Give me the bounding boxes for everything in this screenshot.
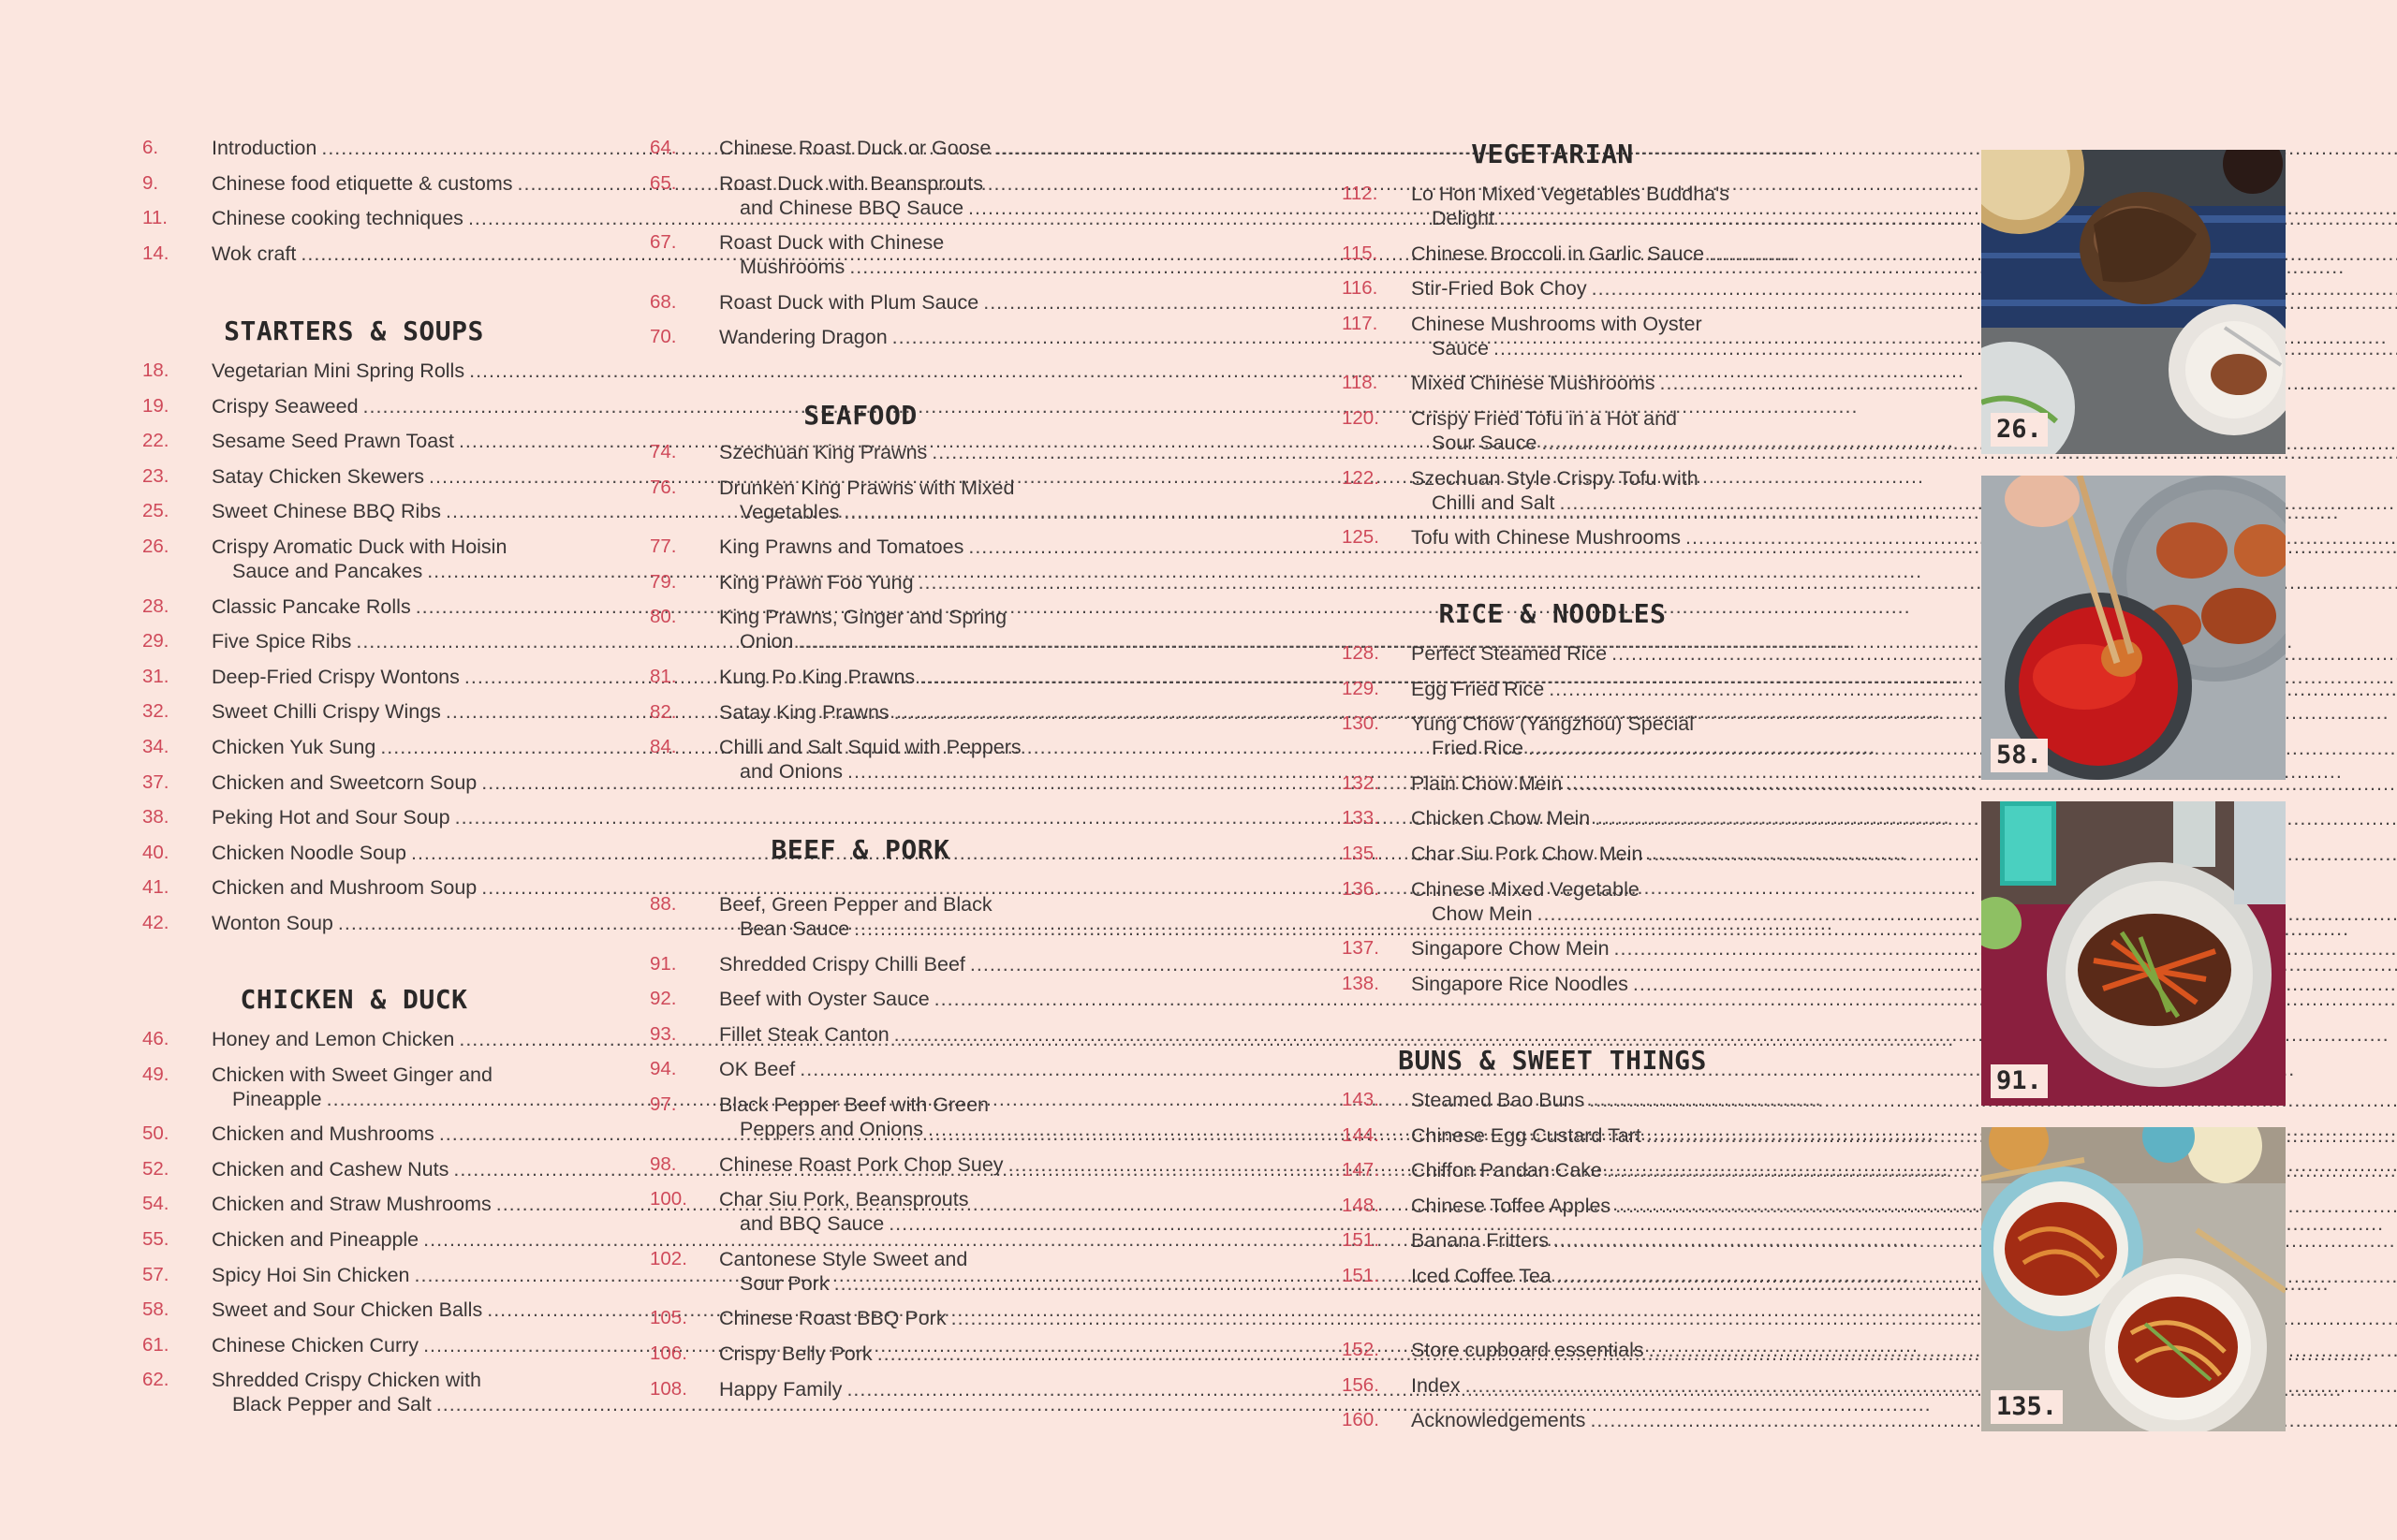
toc-entry[interactable] <box>142 535 547 583</box>
toc-entry[interactable] <box>650 1247 1052 1296</box>
toc-entry-list <box>142 359 547 946</box>
toc-entry[interactable] <box>1342 1194 1744 1218</box>
toc-entry[interactable] <box>1342 711 1744 760</box>
page-number: 40. <box>142 841 169 863</box>
toc-entry[interactable] <box>1342 466 1744 515</box>
recipe-title-line: Black Pepper and Salt <box>232 1393 432 1416</box>
page-number: 82. <box>650 700 677 723</box>
page-number: 32. <box>142 700 169 723</box>
recipe-title-line: Chicken Noodle Soup <box>212 841 406 864</box>
toc-entry[interactable] <box>1342 972 1744 996</box>
toc-entry[interactable] <box>1342 1228 1744 1253</box>
toc-entry[interactable] <box>650 1187 1052 1236</box>
chilli-beef-photo-icon <box>1981 801 2286 1106</box>
toc-entry[interactable] <box>1342 276 1744 301</box>
page-number: 14. <box>142 242 169 264</box>
page-number: 65. <box>650 171 677 194</box>
recipe-title-line: Wok craft <box>212 242 297 265</box>
toc-entry[interactable] <box>1342 1338 1744 1362</box>
recipe-title-line: Roast Duck with Plum Sauce <box>719 290 979 314</box>
page-number: 37. <box>142 770 169 793</box>
page-number: 143. <box>1342 1089 1379 1110</box>
recipe-title-line: Chicken and Sweetcorn Soup <box>212 770 478 794</box>
toc-entry[interactable] <box>650 1152 1052 1177</box>
toc-entry[interactable] <box>650 665 1052 689</box>
page-number: 94. <box>650 1058 677 1080</box>
recipe-title-line: and Onions <box>740 760 843 784</box>
page-number: 136. <box>1342 877 1379 900</box>
section-heading: BUNS & SWEET THINGS <box>1398 1045 1707 1076</box>
recipe-title-line: Chicken Chow Mein <box>1411 807 1591 830</box>
toc-entry[interactable] <box>1342 842 1744 866</box>
toc-entry[interactable] <box>1342 406 1744 455</box>
page-number: 122. <box>1342 466 1379 489</box>
recipe-title-line: Acknowledgements <box>1411 1409 1586 1432</box>
recipe-title-line: Chicken and Mushroom Soup <box>212 876 478 900</box>
photo-strip <box>1981 150 2286 1453</box>
toc-entry[interactable] <box>1342 641 1744 666</box>
toc-entry[interactable] <box>1342 1264 1744 1288</box>
toc-entry[interactable] <box>142 699 547 724</box>
page-number: 137. <box>1342 937 1379 960</box>
recipe-title-line: and BBQ Sauce <box>740 1212 885 1236</box>
recipe-title-line: King Prawns, Ginger and Spring <box>719 606 1007 629</box>
toc-entry[interactable] <box>142 1333 547 1357</box>
toc-entry[interactable] <box>142 206 547 230</box>
toc-entry[interactable] <box>650 892 1052 941</box>
page-number: 152. <box>1342 1339 1379 1360</box>
toc-entry[interactable] <box>1342 1158 1744 1182</box>
recipe-title-line: Szechuan King Prawns <box>719 441 928 463</box>
toc-entry[interactable] <box>142 875 547 900</box>
chow-mein-photo-icon <box>1981 1127 2286 1431</box>
toc-entry-list <box>650 440 1052 795</box>
recipe-title-line: Chinese Egg Custard Tart <box>1411 1123 1641 1147</box>
recipe-title-line: Char Siu Pork Chow Mein <box>1411 842 1643 865</box>
page-number: 97. <box>650 1093 677 1115</box>
recipe-title-line: Chinese Roast Duck or Goose <box>719 137 992 159</box>
page-number: 67. <box>650 231 677 254</box>
recipe-title-line: Chicken with Sweet Ginger and <box>212 1063 493 1086</box>
page-number: 132. <box>1342 771 1379 794</box>
chicken-balls-photo-icon <box>1981 476 2286 780</box>
toc-entry-list <box>1342 1338 1744 1444</box>
page-number: 129. <box>1342 677 1379 699</box>
toc-entry[interactable] <box>1342 182 1744 230</box>
recipe-title-line: Index <box>1411 1373 1461 1397</box>
toc-entry[interactable] <box>142 499 547 523</box>
recipe-title-line: Spicy Hoi Sin Chicken <box>212 1263 410 1286</box>
toc-entry[interactable] <box>142 1368 547 1416</box>
recipe-title-line: King Prawns and Tomatoes <box>719 535 964 559</box>
toc-entry[interactable] <box>1342 242 1744 266</box>
toc-entry[interactable] <box>650 952 1052 976</box>
page-number: 41. <box>142 876 169 899</box>
page-number: 26. <box>142 535 169 557</box>
toc-entry[interactable] <box>142 1063 547 1111</box>
recipe-title-line: Roast Duck with Beansprouts <box>719 171 984 195</box>
page-number: 106. <box>650 1342 687 1364</box>
toc-entry[interactable] <box>1342 312 1744 360</box>
recipe-title-line: Crispy Aromatic Duck with Hoisin <box>212 535 507 558</box>
toc-entry[interactable] <box>650 1022 1052 1047</box>
toc-entry[interactable] <box>142 841 547 865</box>
toc-entry[interactable] <box>142 1157 547 1181</box>
page-number: 156. <box>1342 1373 1379 1396</box>
toc-entry[interactable] <box>142 770 547 795</box>
recipe-title-line: Classic Pancake Rolls <box>212 594 411 618</box>
toc-entry[interactable] <box>1342 525 1744 550</box>
page-number: 62. <box>142 1369 169 1391</box>
recipe-title-line: Sour Sauce <box>1432 431 1537 454</box>
recipe-title-line: Sauce and Pancakes <box>232 559 423 582</box>
toc-entry[interactable] <box>650 700 1052 725</box>
page-number: 79. <box>650 570 677 593</box>
page-number: 58. <box>142 1298 169 1321</box>
toc-entry-list <box>1342 1088 1744 1299</box>
page-number: 52. <box>142 1157 169 1180</box>
toc-entry[interactable] <box>142 1192 547 1216</box>
recipe-title-line: Peking Hot and Sour Soup <box>212 806 450 829</box>
recipe-title-line: Shredded Crispy Chilli Beef <box>719 952 965 975</box>
toc-entry[interactable] <box>650 987 1052 1011</box>
toc-entry[interactable] <box>1342 806 1744 830</box>
page-number: 102. <box>650 1247 687 1269</box>
recipe-title-line: Chinese Roast BBQ Pork <box>719 1307 947 1330</box>
recipe-title-line: Singapore Chow Mein <box>1411 937 1610 961</box>
toc-entry[interactable] <box>142 1122 547 1146</box>
recipe-title-line: OK Beef <box>719 1058 796 1081</box>
recipe-title-line: Sweet Chilli Crispy Wings <box>212 700 441 724</box>
page-number: 133. <box>1342 807 1379 829</box>
toc-entry[interactable] <box>1342 1408 1744 1432</box>
toc-entry[interactable] <box>650 1057 1052 1081</box>
page-number: 100. <box>650 1188 687 1210</box>
recipe-title-line: Chicken and Mushrooms <box>212 1122 434 1146</box>
recipe-title-line: Sweet and Sour Chicken Balls <box>212 1298 483 1322</box>
page-number: 76. <box>650 476 677 498</box>
page-number: 144. <box>1342 1123 1379 1146</box>
recipe-title-line: Fried Rice <box>1432 737 1523 760</box>
page-number: 61. <box>142 1333 169 1356</box>
section-heading: RICE & NOODLES <box>1438 598 1667 629</box>
toc-entry[interactable] <box>650 1342 1052 1366</box>
toc-entry[interactable] <box>650 290 1052 315</box>
page-number: 84. <box>650 736 677 758</box>
page-number: 88. <box>650 893 677 915</box>
photo-page-label: 26. <box>1991 413 2048 447</box>
recipe-title-line: Chinese cooking techniques <box>212 207 463 230</box>
recipe-title-line: Singapore Rice Noodles <box>1411 972 1628 995</box>
recipe-title-line: Satay King Prawns <box>719 700 890 724</box>
toc-entry-list <box>650 892 1052 1412</box>
recipe-title-line: Chicken and Straw Mushrooms <box>212 1193 492 1216</box>
toc-entry[interactable] <box>142 911 547 935</box>
toc-entry-list <box>1342 182 1744 561</box>
toc-entry[interactable] <box>650 440 1052 464</box>
toc-entry-list <box>650 136 1052 360</box>
page-number: 49. <box>142 1063 169 1085</box>
toc-entry[interactable] <box>142 735 547 759</box>
page-number: 6. <box>142 137 159 158</box>
page-number: 108. <box>650 1377 687 1400</box>
recipe-title-line: Kung Po King Prawns <box>719 665 916 688</box>
recipe-title-line: Chicken and Cashew Nuts <box>212 1157 449 1181</box>
photo-page-label: 58. <box>1991 739 2048 772</box>
recipe-title-line: Lo Hon Mixed Vegetables Buddha's <box>1411 183 1729 205</box>
page-number: 70. <box>650 326 677 348</box>
page-number: 50. <box>142 1122 169 1145</box>
toc-entry[interactable] <box>142 1027 547 1051</box>
page-number: 11. <box>142 207 168 229</box>
toc-entry[interactable] <box>142 359 547 383</box>
recipe-title-line: Chinese Broccoli in Garlic Sauce <box>1411 242 1705 265</box>
recipe-title-line: Steamed Bao Buns <box>1411 1089 1585 1111</box>
page-number: 74. <box>650 441 677 462</box>
section-heading: SEAFOOD <box>803 400 918 431</box>
photo-char-siu-pork-chow-mein <box>1981 1127 2286 1431</box>
photo-page-label: 91. <box>1991 1064 2048 1098</box>
toc-entry[interactable] <box>142 1298 547 1322</box>
recipe-title-line: Vegetables <box>740 500 840 523</box>
photo-page-label: 135. <box>1991 1390 2063 1424</box>
toc-entry[interactable] <box>142 665 547 689</box>
page-number: 148. <box>1342 1194 1379 1216</box>
photo-shredded-crispy-chilli-beef <box>1981 801 2286 1106</box>
recipe-title-line: Beef, Green Pepper and Black <box>719 893 993 916</box>
section-heading: STARTERS & SOUPS <box>224 315 484 346</box>
recipe-title-line: Banana Fritters <box>1411 1229 1549 1253</box>
toc-entry[interactable] <box>650 1093 1052 1141</box>
page-number: 118. <box>1342 372 1378 394</box>
page-number: 151. <box>1342 1264 1379 1286</box>
toc-entry[interactable] <box>1342 1123 1744 1148</box>
page-number: 54. <box>142 1193 169 1215</box>
recipe-title-line: Char Siu Pork, Beansprouts <box>719 1188 969 1211</box>
toc-entry[interactable] <box>650 476 1052 524</box>
photo-crispy-aromatic-duck <box>1981 150 2286 454</box>
page-number: 22. <box>142 430 169 452</box>
recipe-title-line: Chinese food etiquette & customs <box>212 171 513 195</box>
recipe-title-line: Chinese Mixed Vegetable <box>1411 877 1640 901</box>
page-number: 120. <box>1342 406 1379 429</box>
recipe-title-line: Introduction <box>212 137 317 159</box>
recipe-title-line: Shredded Crispy Chicken with <box>212 1369 481 1392</box>
page-number: 31. <box>142 665 169 687</box>
recipe-title-line: Szechuan Style Crispy Tofu with <box>1411 466 1698 490</box>
page-number: 29. <box>142 630 169 653</box>
page-number: 77. <box>650 535 677 558</box>
toc-entry[interactable] <box>650 230 1052 279</box>
page-number: 91. <box>650 952 677 975</box>
recipe-title-line: Yung Chow (Yangzhou) Special <box>1411 712 1694 736</box>
toc-entry[interactable] <box>142 594 547 619</box>
page-number: 23. <box>142 464 169 487</box>
photo-sweet-and-sour-chicken-balls <box>1981 476 2286 780</box>
page-number: 34. <box>142 735 169 757</box>
recipe-title-line: Stir-Fried Bok Choy <box>1411 277 1587 301</box>
toc-entry[interactable] <box>142 464 547 489</box>
recipe-title-line: Peppers and Onions <box>740 1117 924 1140</box>
recipe-title-line: Store cupboard essentials <box>1411 1339 1644 1361</box>
section-heading: BEEF & PORK <box>771 834 950 865</box>
page-number: 19. <box>142 394 169 417</box>
page-number: 93. <box>650 1022 677 1045</box>
recipe-title-line: Tofu with Chinese Mushrooms <box>1411 526 1681 550</box>
recipe-title-line: Iced Coffee Tea <box>1411 1264 1551 1287</box>
page-number: 28. <box>142 594 169 617</box>
page-number: 151. <box>1342 1229 1379 1252</box>
recipe-title-line: Honey and Lemon Chicken <box>212 1028 455 1050</box>
page-number: 25. <box>142 500 169 522</box>
page-number: 55. <box>142 1227 169 1250</box>
toc-entry[interactable] <box>650 171 1052 220</box>
recipe-title-line: Chilli and Salt <box>1432 491 1555 514</box>
recipe-title-line: Sour Pork <box>740 1271 830 1295</box>
recipe-title-line: Chinese Toffee Apples <box>1411 1194 1611 1217</box>
toc-entry[interactable] <box>650 570 1052 594</box>
toc-entry[interactable] <box>142 805 547 829</box>
page-number: 98. <box>650 1152 677 1175</box>
toc-entry[interactable] <box>650 605 1052 653</box>
page-number: 128. <box>1342 642 1379 664</box>
toc-entry[interactable] <box>650 325 1052 349</box>
toc-entry[interactable] <box>142 136 547 160</box>
page-number: 64. <box>650 137 677 158</box>
toc-entry[interactable] <box>650 1306 1052 1330</box>
toc-entry[interactable] <box>1342 936 1744 961</box>
toc-entry[interactable] <box>650 1377 1052 1401</box>
page-number: 9. <box>142 171 159 194</box>
recipe-title-line: Deep-Fried Crispy Wontons <box>212 665 460 688</box>
section-heading: VEGETARIAN <box>1471 139 1634 169</box>
recipe-title-line: Chow Mein <box>1432 902 1533 925</box>
page-number: 147. <box>1342 1159 1379 1181</box>
page-number: 46. <box>142 1028 169 1049</box>
recipe-title-line: Sesame Seed Prawn Toast <box>212 430 454 453</box>
toc-entry[interactable] <box>142 629 547 653</box>
toc-entry[interactable] <box>142 394 547 418</box>
toc-entry[interactable] <box>650 535 1052 559</box>
recipe-title-line: Chicken Yuk Sung <box>212 735 376 758</box>
recipe-title-line: Chiffon Pandan Cake <box>1411 1159 1602 1182</box>
recipe-title-line: Wandering Dragon <box>719 326 888 349</box>
page-number: 105. <box>650 1307 687 1329</box>
recipe-title-line: Plain Chow Mein <box>1411 771 1563 795</box>
toc-entry[interactable] <box>142 1263 547 1287</box>
section-heading: CHICKEN & DUCK <box>240 984 468 1015</box>
page-number: 38. <box>142 806 169 829</box>
page-number: 138. <box>1342 972 1379 994</box>
page-number: 81. <box>650 665 677 687</box>
page-number: 92. <box>650 988 677 1010</box>
recipe-title-line: Wonton Soup <box>212 911 333 934</box>
page-number: 68. <box>650 290 677 313</box>
recipe-title-line: and Chinese BBQ Sauce <box>740 196 964 219</box>
toc-entry-list <box>142 136 547 276</box>
toc-entry[interactable] <box>1342 1373 1744 1398</box>
toc-entry[interactable] <box>650 136 1052 160</box>
page-number: 112. <box>1342 183 1378 204</box>
page-number: 160. <box>1342 1409 1379 1431</box>
recipe-title-line: Chinese Chicken Curry <box>212 1333 419 1357</box>
toc-entry[interactable] <box>142 242 547 266</box>
page-number: 130. <box>1342 712 1379 735</box>
recipe-title-line: Vegetarian Mini Spring Rolls <box>212 359 465 382</box>
page-number: 115. <box>1342 242 1378 264</box>
recipe-title-line: Onion <box>740 630 794 653</box>
toc-entry[interactable] <box>1342 371 1744 395</box>
page-number: 125. <box>1342 526 1379 549</box>
toc-entry[interactable] <box>142 429 547 453</box>
recipe-title-line: Black Pepper Beef with Green <box>719 1093 990 1116</box>
toc-entry[interactable] <box>650 735 1052 784</box>
recipe-title-line: Crispy Seaweed <box>212 394 359 418</box>
page-number: 135. <box>1342 842 1379 864</box>
recipe-title-line: Sauce <box>1432 336 1489 359</box>
recipe-title-line: Sweet Chinese BBQ Ribs <box>212 500 441 523</box>
recipe-title-line: Delight <box>1432 207 1494 229</box>
page-number: 117. <box>1342 312 1378 334</box>
toc-entry[interactable] <box>142 171 547 196</box>
recipe-title-line: Egg Fried Rice <box>1411 677 1545 700</box>
recipe-title-line: King Prawn Foo Yung <box>719 570 914 594</box>
page-number: 80. <box>650 606 677 628</box>
recipe-title-line: Chicken and Pineapple <box>212 1227 419 1251</box>
recipe-title-line: Chinese Mushrooms with Oyster <box>1411 312 1702 335</box>
recipe-title-line: Crispy Belly Pork <box>719 1342 873 1365</box>
recipe-title-line: Pineapple <box>232 1087 322 1110</box>
toc-entry[interactable] <box>1342 771 1744 796</box>
toc-entry[interactable] <box>1342 677 1744 701</box>
toc-entry[interactable] <box>1342 877 1744 926</box>
recipe-title-line: Roast Duck with Chinese <box>719 231 945 255</box>
recipe-title-line: Mixed Chinese Mushrooms <box>1411 372 1655 395</box>
recipe-title-line: Mushrooms <box>740 256 846 279</box>
page-number: 116. <box>1342 277 1378 300</box>
recipe-title-line: Five Spice Ribs <box>212 630 352 653</box>
toc-entry[interactable] <box>142 1227 547 1252</box>
recipe-title-line: Bean Sauce <box>740 917 850 940</box>
recipe-title-line: Satay Chicken Skewers <box>212 464 425 488</box>
page-number: 42. <box>142 911 169 933</box>
toc-entry-list <box>142 1027 547 1428</box>
toc-entry[interactable] <box>1342 1088 1744 1112</box>
page-number: 18. <box>142 359 169 381</box>
toc-entry-list <box>1342 641 1744 1006</box>
duck-photo-icon <box>1981 150 2286 454</box>
recipe-title-line: Crispy Fried Tofu in a Hot and <box>1411 406 1678 430</box>
page-number: 57. <box>142 1263 169 1285</box>
recipe-title-line: Happy Family <box>719 1377 843 1401</box>
recipe-title-line: Drunken King Prawns with Mixed <box>719 476 1015 499</box>
recipe-title-line: Fillet Steak Canton <box>719 1022 890 1046</box>
recipe-title-line: Cantonese Style Sweet and <box>719 1247 968 1270</box>
recipe-title-line: Chilli and Salt Squid with Peppers <box>719 736 1022 759</box>
recipe-title-line: Beef with Oyster Sauce <box>719 988 930 1011</box>
recipe-title-line: Chinese Roast Pork Chop Suey <box>719 1152 1004 1176</box>
recipe-title-line: Perfect Steamed Rice <box>1411 642 1608 665</box>
